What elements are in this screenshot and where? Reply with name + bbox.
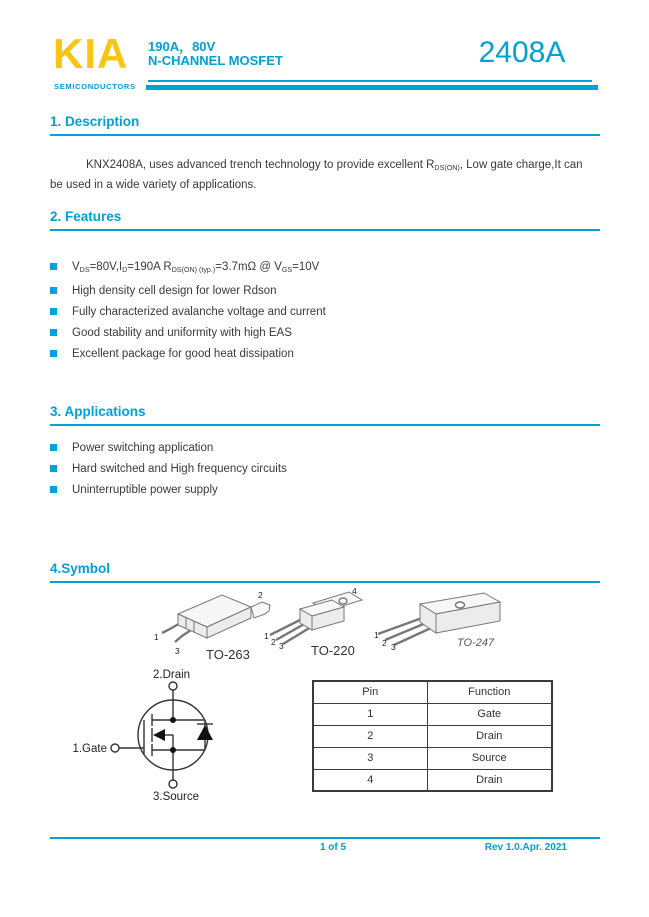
table-header-row	[313, 681, 552, 703]
section-underline	[50, 581, 600, 583]
header-rule-thick	[146, 85, 598, 90]
to263-pin3-label: 3	[175, 646, 180, 656]
description-line1: KNX2408A, uses advanced trench technology to provide excellent $R_{DS(ON)}$, Low gate charge,It can	[86, 159, 583, 172]
drain-label: 2.Drain	[153, 669, 191, 681]
function-cell: Gate	[427, 703, 552, 725]
feature-item	[50, 285, 590, 298]
gate-terminal	[111, 744, 119, 752]
pin-cell: 3	[313, 747, 427, 769]
pin-cell: 2	[313, 725, 427, 747]
to220-package-name: TO-220	[311, 643, 355, 658]
table-row	[313, 703, 552, 725]
feature-text: Excellent package for good heat dissipation	[72, 347, 294, 360]
feature-text: Fully characterized avalanche voltage and current	[72, 305, 326, 318]
table-header-function: Function	[427, 681, 552, 703]
description-line2: be used in a wide variety of applications.	[50, 178, 257, 191]
application-item	[50, 484, 590, 497]
footer-page-number: 1 of 5	[319, 842, 347, 853]
to220-pin3-label: 3	[279, 641, 284, 651]
description-paragraph	[50, 157, 606, 194]
table-row	[313, 747, 552, 769]
to247-package-name: TO-247	[457, 637, 495, 649]
to-247-package-drawing	[372, 588, 532, 666]
feature-text: $V_{DS}=80V,I_D=190A$ $R_{DS(ON) (typ.)}=3.7m\Omega$ @ $V_{GS}=10V$	[72, 261, 320, 274]
feature-item	[50, 306, 590, 319]
to247-pin3-label: 3	[391, 642, 396, 652]
feature-text: High density cell design for lower Rdson	[72, 284, 277, 297]
section-heading-description: 1. Description	[50, 114, 140, 129]
header-rule-thin	[148, 80, 592, 82]
feature-item	[50, 261, 590, 277]
feature-text: Good stability and uniformity with high EAS	[72, 326, 292, 339]
to263-pin2-label: 2	[258, 590, 263, 600]
application-text: Hard switched and High frequency circuits	[72, 463, 287, 475]
pin-cell: 4	[313, 769, 427, 791]
gate-label: 1.Gate	[72, 743, 107, 755]
section-heading-features: 2. Features	[50, 209, 122, 224]
logo-subtitle: SEMICONDUCTORS	[54, 82, 136, 91]
to263-package-name: TO-263	[206, 647, 250, 662]
section-heading-symbol: 4.Symbol	[50, 561, 111, 576]
bullet-square-icon	[50, 308, 57, 315]
mosfet-symbol-schematic	[55, 666, 305, 806]
source-terminal	[169, 780, 177, 788]
to263-pin1-label: 1	[154, 632, 159, 642]
bullet-square-icon	[50, 444, 57, 451]
feature-item	[50, 327, 590, 340]
bullet-square-icon	[50, 465, 57, 472]
to220-pin2-label: 2	[271, 637, 276, 647]
to247-pin1-label: 1	[374, 630, 379, 640]
to220-pin1-label: 1	[264, 631, 269, 641]
bullet-square-icon	[50, 350, 57, 357]
section-underline	[50, 229, 600, 231]
footer-revision: Rev 1.0.Apr. 2021	[484, 842, 567, 853]
to247-pin2-label: 2	[382, 638, 387, 648]
bullet-square-icon	[50, 329, 57, 336]
bullet-square-icon	[50, 486, 57, 493]
header-device-type: N-CHANNEL MOSFET	[148, 53, 283, 68]
function-cell: Source	[427, 747, 552, 769]
pin-cell: 1	[313, 703, 427, 725]
table-row	[313, 769, 552, 791]
function-cell: Drain	[427, 769, 552, 791]
footer-rule	[50, 837, 600, 839]
table-row	[313, 725, 552, 747]
bullet-square-icon	[50, 263, 57, 270]
header-rating: 190A，80V	[148, 39, 216, 54]
section-underline	[50, 134, 600, 136]
to220-pin4-label: 4	[352, 586, 357, 596]
table-header-pin: Pin	[313, 681, 427, 703]
body-diode	[197, 725, 213, 740]
application-item	[50, 442, 590, 455]
features-list	[50, 261, 590, 369]
channel-arrow	[153, 729, 165, 741]
pin-function-table	[312, 680, 553, 792]
part-number: 2408A	[478, 36, 566, 69]
applications-list	[50, 442, 590, 505]
kia-logo: KIA	[53, 30, 129, 77]
drain-terminal	[169, 682, 177, 690]
feature-item	[50, 348, 590, 361]
application-item	[50, 463, 590, 476]
section-heading-applications: 3. Applications	[50, 404, 146, 419]
section-underline	[50, 424, 600, 426]
source-label: 3.Source	[153, 791, 200, 803]
to-220-package-drawing	[256, 585, 376, 663]
application-text: Uninterruptible power supply	[72, 484, 218, 496]
application-text: Power switching application	[72, 442, 214, 454]
bullet-square-icon	[50, 287, 57, 294]
function-cell: Drain	[427, 725, 552, 747]
